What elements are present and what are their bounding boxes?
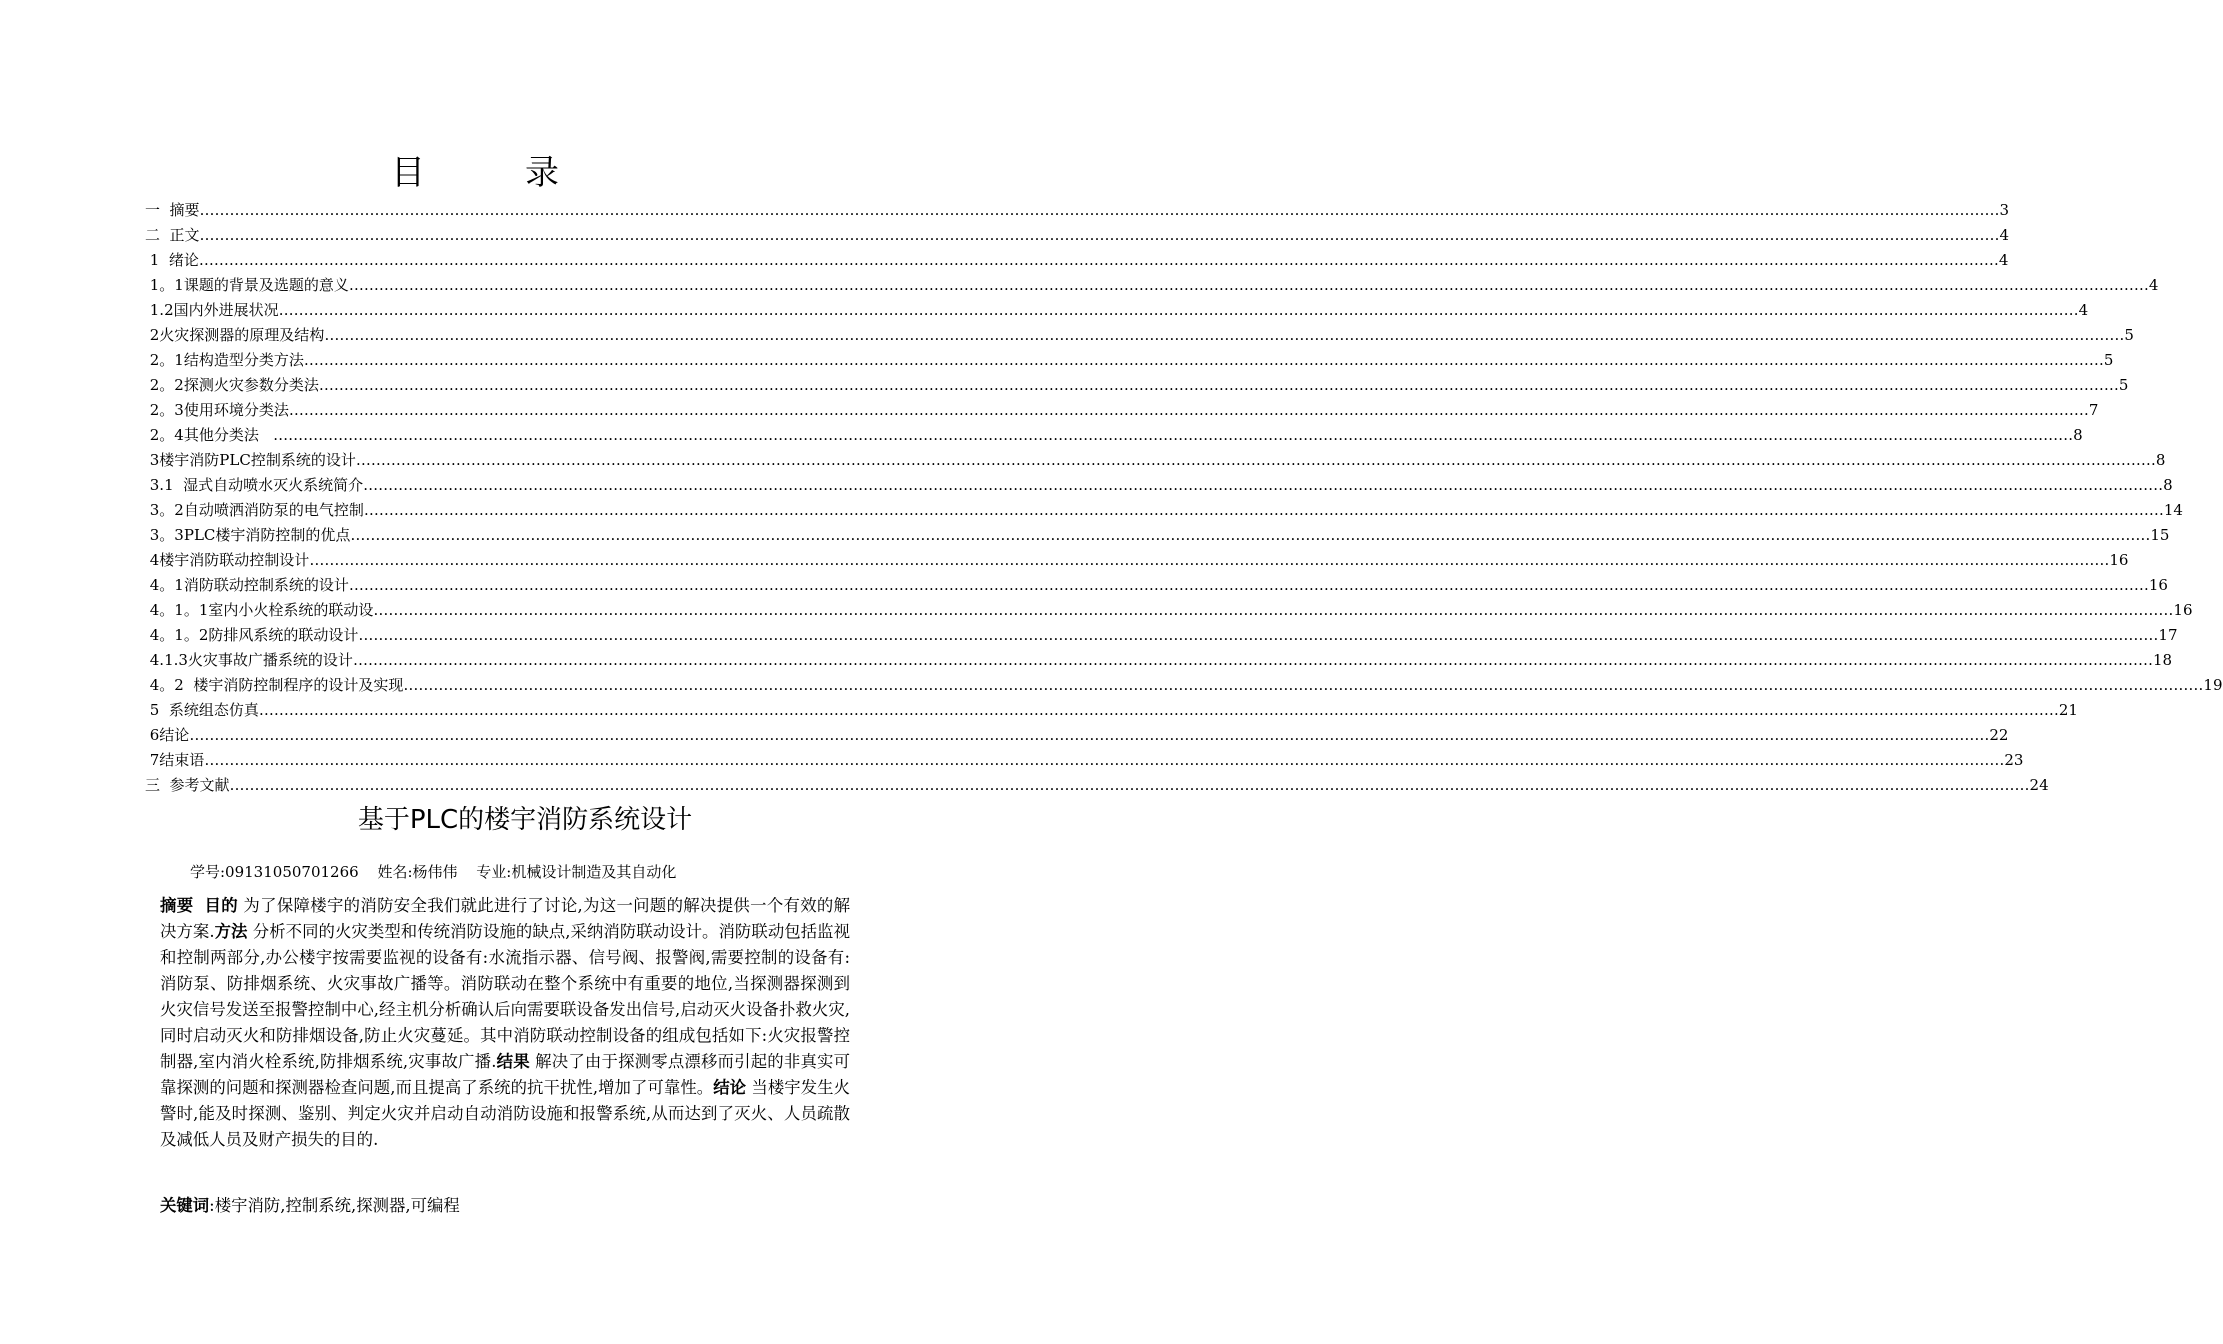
toc-entry <box>145 774 2049 796</box>
method-text: 分析不同的火灾类型和传统消防设施的缺点,采纳消防联动设计。消防联动包括监视和控制两部分,办公楼宇按需要监视的设备有:水流指示器、信号阀、报警阀,需要控制的设备有:消防泵、防排烟系统、火灾事故广播等。消防联动在整个系统中有重要的地位,当探测器探测到火灾信号发送至报警控制中心,经主机分析确认后向需要联设备发出信号,启动灭火设备扑救火灾,同时启动灭火和防排烟设备,防止火灾蔓延。其中消防联动控制设备的组成包括如下:火灾报警控制器,室内消火栓系统,防排烟系统,灾事故广播. <box>160 922 850 1071</box>
toc-entry-page: 14 <box>2163 501 2183 519</box>
toc-entry-label: 1。1课题的背景及选题的意义 <box>145 276 349 294</box>
toc-entry-label: 3.1 湿式自动喷水灭火系统简介 <box>145 476 364 494</box>
toc-entry <box>145 349 2114 371</box>
toc-leader-dots: ……………………………………………………………………………………………………………………………………………………………………………………………………………………………………………………………………………………………………………………………… <box>352 651 2153 669</box>
toc-entry <box>145 424 2083 446</box>
toc-entry <box>145 524 2170 546</box>
toc-leader-dots: ……………………………………………………………………………………………………………………………………………………………………………………………………………………………………………………………………………………………………………………………… <box>229 776 2030 794</box>
toc-entry-page: 16 <box>2173 601 2193 619</box>
toc-leader-dots: ……………………………………………………………………………………………………………………………………………………………………………………………………………………………………………………………………………………………………………………………… <box>324 326 2125 344</box>
toc-entry-page: 8 <box>2073 426 2083 444</box>
toc-entry <box>145 674 2223 696</box>
toc-entry <box>145 574 2168 596</box>
toc-entry <box>145 599 2193 621</box>
toc-leader-dots: ……………………………………………………………………………………………………………………………………………………………………………………………………………………………………………………………………………………………………………………………… <box>355 451 2156 469</box>
toc-leader-dots: ……………………………………………………………………………………………………………………………………………………………………………………………………………………………………………………………………………………………………………………………… <box>288 401 2089 419</box>
toc-entry-page: 16 <box>2148 576 2168 594</box>
abstract-body <box>160 893 850 1153</box>
toc-leader-dots: ……………………………………………………………………………………………………………………………………………………………………………………………………………………………………………………………………………………………………………………………… <box>318 376 2119 394</box>
paper-title: 基于PLC的楼宇消防系统设计 <box>357 805 693 835</box>
toc-entry-page: 15 <box>2150 526 2170 544</box>
toc-entry-page: 5 <box>2118 376 2129 394</box>
toc-leader-dots: ……………………………………………………………………………………………………………………………………………………………………………………………………………………………………………………………………………………………………………………………… <box>204 751 2005 769</box>
purpose-label: 目的 <box>204 896 238 915</box>
toc-entry <box>145 449 2166 471</box>
toc-entry-page: 24 <box>2029 776 2049 794</box>
toc-entry <box>145 724 2009 746</box>
toc-leader-dots: ……………………………………………………………………………………………………………………………………………………………………………………………………………………………………………………………………………………………………………………………… <box>309 551 2110 569</box>
toc-entry <box>145 249 2009 271</box>
author-meta <box>190 860 690 884</box>
toc-entry-page: 4 <box>2148 276 2159 294</box>
toc-entry-label: 2。2探测火灾参数分类法 <box>145 376 319 394</box>
toc-entry-label: 4。1消防联动控制系统的设计 <box>145 576 349 594</box>
toc-leader-dots: ……………………………………………………………………………………………………………………………………………………………………………………………………………………………………………………………………………………………………………………………… <box>358 626 2159 644</box>
toc-entry-label: 5 系统组态仿真 <box>145 701 259 719</box>
keywords-label: 关键词 <box>160 1196 210 1215</box>
toc-entry-label: 4.1.3火灾事故广播系统的设计 <box>145 651 353 669</box>
toc-entry-label: 6结论 <box>145 726 190 744</box>
toc-entry-label: 4。2 楼宇消防控制程序的设计及实现 <box>145 676 404 694</box>
toc-entry-label: 4楼宇消防联动控制设计 <box>145 551 310 569</box>
toc-entry-page: 4 <box>2078 301 2089 319</box>
toc-entry-page: 5 <box>2124 326 2134 344</box>
toc-entry <box>145 749 2024 771</box>
keywords <box>160 1193 460 1219</box>
toc-entry-page: 4 <box>1999 226 2010 244</box>
toc-entry <box>145 274 2159 296</box>
toc-entry-page: 22 <box>1989 726 2009 744</box>
toc-entry-page: 23 <box>2004 751 2024 769</box>
toc-leader-dots: ……………………………………………………………………………………………………………………………………………………………………………………………………………………………………………………………………………………………………………………………… <box>348 576 2149 594</box>
toc-entry-page: 19 <box>2203 676 2223 694</box>
toc-entry-label: 2。3使用环境分类法 <box>145 401 289 419</box>
major: 专业:机械设计制造及其自动化 <box>476 863 677 881</box>
toc-entry <box>145 549 2129 571</box>
toc-entry-label: 1 绪论 <box>145 251 199 269</box>
toc-entry-label: 7结束语 <box>145 751 205 769</box>
toc-entry-page: 21 <box>2058 701 2078 719</box>
toc-entry <box>145 374 2129 396</box>
toc-leader-dots: ……………………………………………………………………………………………………………………………………………………………………………………………………………………………………………………………………………………………………………………………… <box>278 301 2079 319</box>
purpose-text: 为了保障楼宇的消防安全我们就此进行了讨论,为这一问题的解决提供一个有效的解决方案. <box>160 896 851 941</box>
toc-leader-dots: ……………………………………………………………………………………………………………………………………………………………………………………………………………………………………………………………………………………………………………………………… <box>189 726 1990 744</box>
toc-entry-label: 2火灾探测器的原理及结构 <box>145 326 325 344</box>
toc-entry-label: 3楼宇消防PLC控制系统的设计 <box>145 451 356 469</box>
abstract-label: 摘要 <box>160 896 194 915</box>
toc-leader-dots: ……………………………………………………………………………………………………………………………………………………………………………………………………………………………………………………………………………………………………………………………… <box>198 251 1999 269</box>
result-text: 解决了由于探测零点漂移而引起的非真实可靠探测的问题和探测器检查问题,而且提高了系统的抗干扰性,增加了可靠性。 <box>160 1052 851 1097</box>
toc-entry-page: 8 <box>2163 476 2173 494</box>
toc-entry-label: 1.2国内外进展状况 <box>145 301 279 319</box>
toc-leader-dots: ……………………………………………………………………………………………………………………………………………………………………………………………………………………………………………………………………………………………………………………………… <box>350 526 2151 544</box>
toc-entry-page: 17 <box>2158 626 2178 644</box>
toc-entry <box>145 324 2134 346</box>
toc-entry-label: 2。1结构造型分类方法 <box>145 351 304 369</box>
method-label: 方法 <box>214 922 248 941</box>
toc-leader-dots: ……………………………………………………………………………………………………………………………………………………………………………………………………………………………………………………………………………………………………………………………… <box>199 201 2000 219</box>
toc-leader-dots: ……………………………………………………………………………………………………………………………………………………………………………………………………………………………………………………………………………………………………………………………… <box>258 701 2059 719</box>
toc-entry-label: 4。1。1室内小火栓系统的联动设 <box>145 601 374 619</box>
toc-entry-label: 三 参考文献 <box>145 776 230 794</box>
toc-entry <box>145 474 2173 496</box>
toc-leader-dots: ……………………………………………………………………………………………………………………………………………………………………………………………………………………………………………………………………………………………………………………………… <box>363 501 2164 519</box>
toc-entry-label: 3。2自动喷洒消防泵的电气控制 <box>145 501 364 519</box>
toc-entry <box>145 399 2099 421</box>
toc-entry-page: 5 <box>2103 351 2114 369</box>
toc-entry-label: 4。1。2防排风系统的联动设计 <box>145 626 359 644</box>
toc-entry <box>145 299 2089 321</box>
toc-entry-page: 4 <box>1998 251 2009 269</box>
toc-entry-page: 7 <box>2088 401 2099 419</box>
author-name: 姓名:杨伟伟 <box>377 863 458 881</box>
toc-entry <box>145 224 2010 246</box>
toc-entry-page: 16 <box>2109 551 2129 569</box>
toc-entry <box>145 199 2010 221</box>
result-label: 结果 <box>496 1052 530 1071</box>
toc-leader-dots: ……………………………………………………………………………………………………………………………………………………………………………………………………………………………………………………………………………………………………………………………… <box>303 351 2104 369</box>
toc-leader-dots: ……………………………………………………………………………………………………………………………………………………………………………………………………………………………………………………………………………………………………………………………… <box>403 676 2204 694</box>
toc-entry <box>145 699 2078 721</box>
toc-title: 目录 <box>391 153 659 193</box>
toc-entry-label: 二 正文 <box>145 226 200 244</box>
student-id: 学号:09131050701266 <box>190 863 359 881</box>
toc-entry-page: 8 <box>2155 451 2166 469</box>
toc-entry-page: 18 <box>2152 651 2173 669</box>
conclusion-label: 结论 <box>713 1078 747 1097</box>
toc-leader-dots: ……………………………………………………………………………………………………………………………………………………………………………………………………………………………………………………………………………………………………………………………… <box>273 426 2074 444</box>
conclusion-text: 当楼宇发生火警时,能及时探测、鉴别、判定火灾并启动自动消防设施和报警系统,从而达到了灭火、人员疏散及减低人员及财产损失的目的. <box>160 1078 850 1149</box>
toc-entry <box>145 649 2173 671</box>
toc-leader-dots: ……………………………………………………………………………………………………………………………………………………………………………………………………………………………………………………………………………………………………………………………… <box>348 276 2149 294</box>
toc-leader-dots: ……………………………………………………………………………………………………………………………………………………………………………………………………………………………………………………………………………………………………………………………… <box>199 226 2000 244</box>
toc-entry-label: 3。3PLC楼宇消防控制的优点 <box>145 526 351 544</box>
toc-entry-label: 2。4其他分类法 <box>145 426 274 444</box>
toc-entry-label: 一 摘要 <box>145 201 200 219</box>
toc-entry <box>145 624 2178 646</box>
toc-leader-dots: ……………………………………………………………………………………………………………………………………………………………………………………………………………………………………………………………………………………………………………………………… <box>363 476 2164 494</box>
toc-entry <box>145 499 2183 521</box>
toc-leader-dots: ……………………………………………………………………………………………………………………………………………………………………………………………………………………………………………………………………………………………………………………………… <box>373 601 2174 619</box>
keywords-text: :楼宇消防,控制系统,探测器,可编程 <box>209 1196 460 1215</box>
toc-entry-page: 3 <box>1999 201 2010 219</box>
